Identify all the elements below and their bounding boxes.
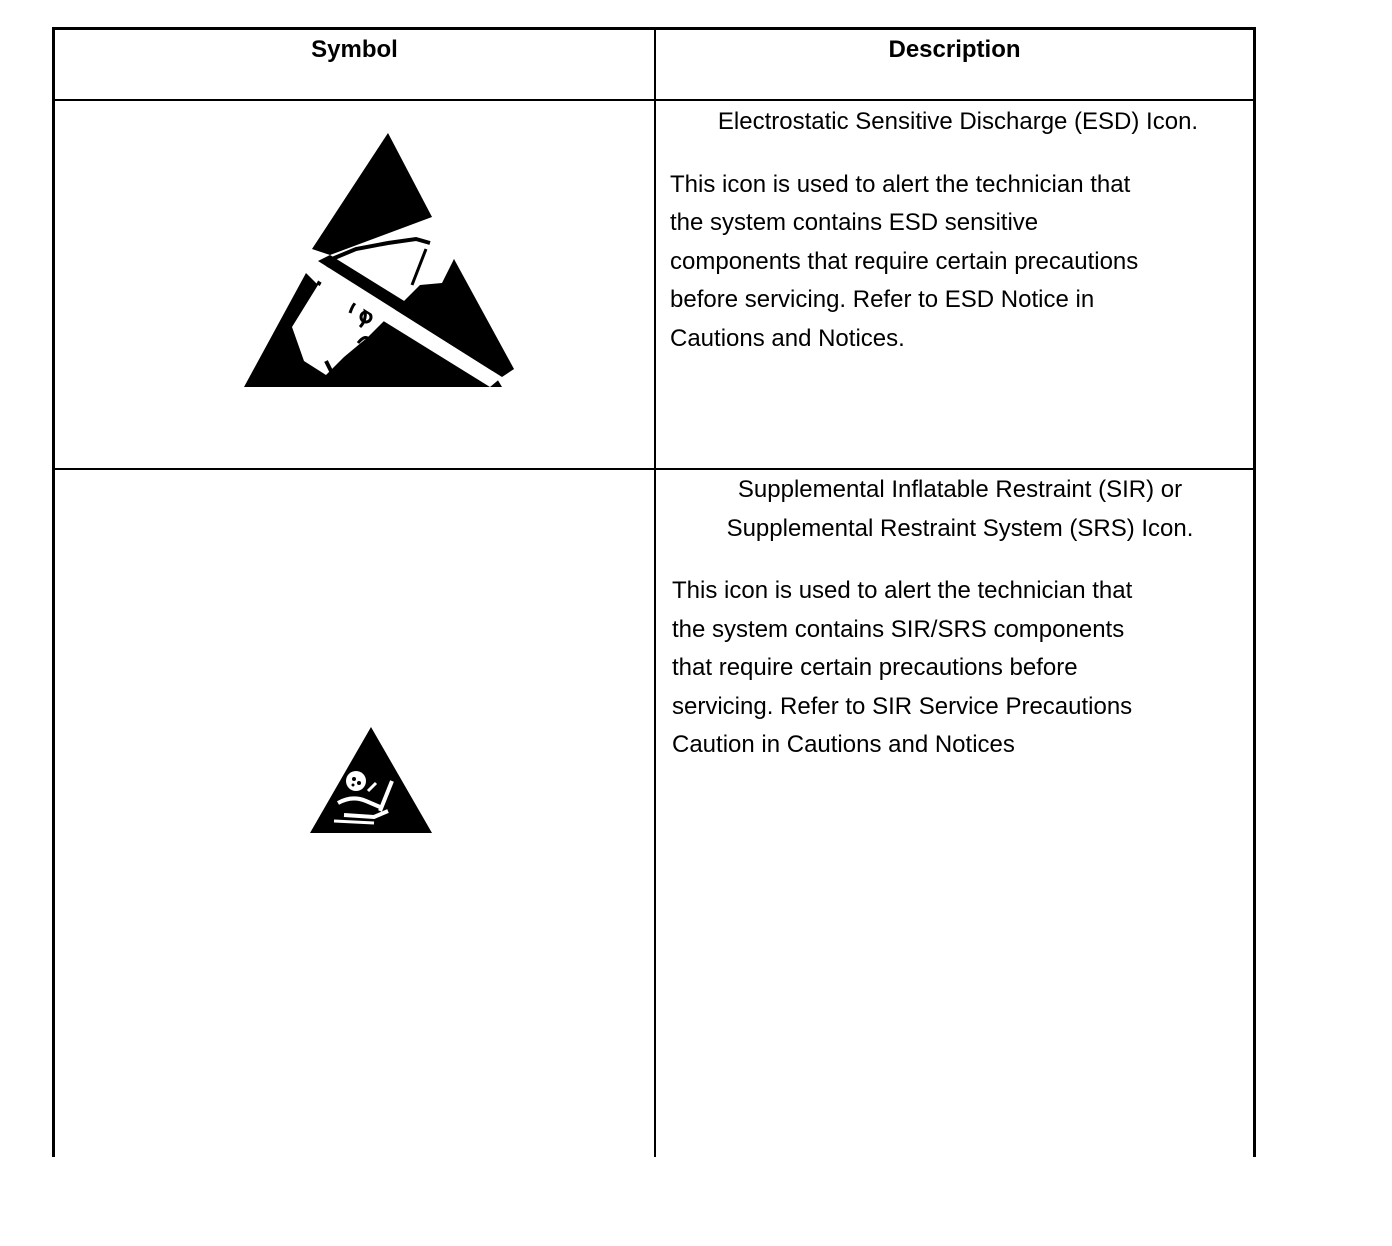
- description-column-header: Description: [888, 36, 1021, 63]
- symbols-table: [52, 27, 1258, 1157]
- table-column-divider: [654, 27, 656, 1157]
- sir-icon-title-line2: Supplemental Restraint System (SRS) Icon.: [726, 514, 1194, 542]
- sir-description: [672, 471, 1248, 765]
- table-border-left: [52, 27, 55, 1157]
- sir-icon-title-line1: Supplemental Inflatable Restraint (SIR) or: [737, 476, 1183, 503]
- row-divider: [52, 468, 1256, 470]
- header-row-divider: [52, 99, 1256, 101]
- esd-icon-title: Electrostatic Sensitive Discharge (ESD) Icon.: [717, 108, 1199, 135]
- table-border-right: [1253, 27, 1256, 1157]
- symbol-column-header: Symbol: [311, 36, 398, 63]
- esd-icon-body: This icon is used to alert the technician that the system contains ESD sensitive components that require certain precautions before servicing. Refer to ESD Notice in Cautions and Notices.: [670, 170, 1139, 352]
- sir-icon-body: This icon is used to alert the technician that the system contains SIR/SRS components that require certain precautions before servicing. Refer to SIR Service Precautions Caution in Cautions and Notices: [672, 577, 1133, 759]
- esd-warning-icon: [240, 131, 518, 389]
- sir-airbag-warning-icon: [308, 725, 434, 835]
- esd-description: [670, 103, 1246, 358]
